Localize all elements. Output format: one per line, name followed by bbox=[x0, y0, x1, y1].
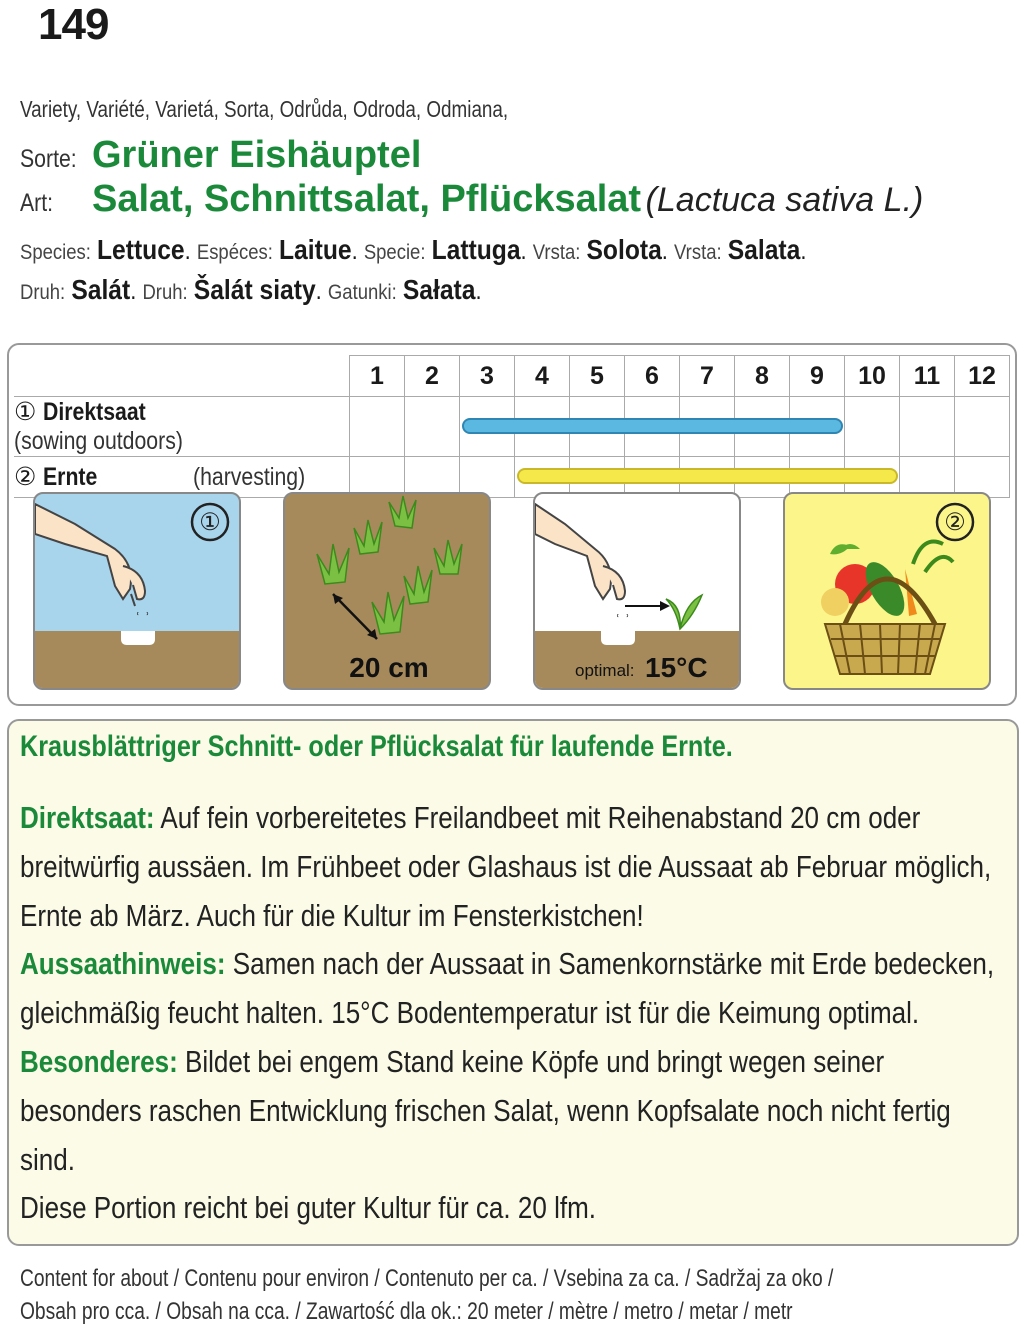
species-value: Solota bbox=[586, 234, 662, 265]
headline-text: Krausblättriger Schnitt- oder Pflücksalat für laufende Ernte. bbox=[20, 730, 733, 763]
month-header: 9 bbox=[790, 356, 845, 397]
species-label: Gatunki: bbox=[327, 281, 397, 304]
besonderes-label: Besonderes: bbox=[20, 1043, 178, 1079]
month-header: 3 bbox=[460, 356, 515, 397]
step-number: ① bbox=[199, 509, 221, 536]
row-label-direktsaat bbox=[14, 397, 350, 457]
direktsaat-text: Auf fein vorbereitetes Freilandbeet mit Reihenabstand 20 cm oder breitwürfig aussäen. Im Frühbeet oder Glashaus ist die Aussaat ab Februar möglich, Ernte ab März. Auch für die Kultur im Fensterkistchen! bbox=[20, 800, 992, 933]
hinweis-label: Aussaathinweis: bbox=[20, 946, 226, 982]
species-value: Lattuga bbox=[431, 234, 521, 265]
besonderes-text: Bildet bei engem Stand keine Köpfe und bringt wegen seiner besonders raschen Entwicklung frischen Salat, wenn Kopfsalate noch nicht fertig sind. bbox=[20, 1043, 951, 1177]
harvest-pictogram bbox=[783, 492, 991, 690]
species-line-2: Druh: Salát. Druh: Šalát siaty. Gatunki: Sałata. bbox=[20, 274, 482, 305]
month-header: 6 bbox=[625, 356, 680, 397]
sowing-hand-icon bbox=[35, 494, 241, 690]
species-value: Salata bbox=[727, 234, 801, 265]
month-header: 12 bbox=[955, 356, 1010, 397]
optimal-label: optimal: bbox=[575, 661, 635, 680]
month-header: 7 bbox=[680, 356, 735, 397]
variety-label: Variety, Variété, Varietá, Sorta, Odrůda, Odroda, Odmiana, bbox=[20, 96, 509, 122]
species-label: Species: bbox=[20, 241, 91, 264]
month-header: 2 bbox=[405, 356, 460, 397]
species-value: Laitue bbox=[279, 234, 352, 265]
info-headline bbox=[20, 730, 1010, 764]
germination-icon bbox=[535, 494, 741, 690]
soil-temperature-label: 15°C bbox=[645, 652, 708, 683]
month-header: 4 bbox=[515, 356, 570, 397]
species-label: Specie: bbox=[363, 241, 426, 264]
footer-line-1: Content for about / Contenu pour environ / Contenuto per ca. / Vsebina za ca. / Sadržaj za oko / bbox=[20, 1265, 834, 1292]
sorte-row bbox=[20, 134, 421, 177]
direktsaat-label: Direktsaat: bbox=[20, 800, 155, 835]
row-spacing-label: 20 cm bbox=[349, 652, 429, 683]
month-header: 5 bbox=[570, 356, 625, 397]
row-spacing-icon bbox=[285, 494, 491, 690]
sorte-label: Sorte: bbox=[20, 145, 77, 173]
species-value: Salát bbox=[71, 274, 131, 305]
species-value: Šalát siaty bbox=[193, 274, 316, 305]
row-name: Direktsaat bbox=[43, 398, 147, 426]
month-header: 8 bbox=[735, 356, 790, 397]
germination-pictogram bbox=[533, 492, 741, 690]
svg-text:ʿ ʾ: ʿ ʾ bbox=[615, 613, 631, 630]
species-line-1: Species: Lettuce. Espéces: Laitue. Specie: Lattuga. Vrsta: Solota. Vrsta: Salata. bbox=[20, 234, 807, 265]
month-header: 11 bbox=[900, 356, 955, 397]
spacing-pictogram bbox=[283, 492, 491, 690]
art-label: Art: bbox=[20, 189, 54, 217]
species-label: Druh: bbox=[20, 281, 66, 304]
row-name: Ernte bbox=[43, 463, 98, 491]
species-label: Vrsta: bbox=[532, 241, 581, 264]
art-name: Salat, Schnittsalat, Pflücksalat bbox=[92, 178, 642, 220]
species-value: Sałata bbox=[402, 274, 476, 305]
portion-text: Diese Portion reicht bei guter Kultur für ca. 20 lfm. bbox=[20, 1190, 597, 1226]
harvest-basket-icon bbox=[785, 494, 991, 690]
step-marker: ① bbox=[14, 398, 37, 426]
hinweis-text: Samen nach der Aussaat in Samenkornstärke mit Erde bedecken, gleichmäßig feucht halten. 15°C Bodentemperatur ist für die Keimung optimal. bbox=[20, 946, 995, 1031]
info-paragraph bbox=[20, 794, 1011, 1233]
species-label: Druh: bbox=[142, 281, 188, 304]
harvest-period-bar bbox=[517, 468, 898, 484]
row-note: (sowing outdoors) bbox=[14, 427, 183, 455]
sowing-period-bar bbox=[462, 418, 843, 434]
latin-name: (Lactuca sativa L.) bbox=[645, 181, 924, 219]
species-value: Lettuce bbox=[97, 234, 185, 265]
sowing-pictogram bbox=[33, 492, 241, 690]
footer-line-2: Obsah pro cca. / Obsah na cca. / Zawartość dla ok.: 20 meter / mètre / metro / metar / metr bbox=[20, 1298, 793, 1325]
info-body bbox=[20, 794, 1010, 1233]
packet-number: 149 bbox=[38, 0, 109, 49]
art-row bbox=[20, 178, 923, 221]
step-marker: ② bbox=[14, 463, 37, 491]
month-header: 10 bbox=[845, 356, 900, 397]
step-number: ② bbox=[944, 509, 966, 536]
svg-text:ʿ ʾ: ʿ ʾ bbox=[135, 611, 151, 628]
species-label: Vrsta: bbox=[674, 241, 722, 264]
row-note: (harvesting) bbox=[193, 463, 306, 491]
species-label: Espéces: bbox=[196, 241, 273, 264]
month-header: 1 bbox=[350, 356, 405, 397]
calendar-corner bbox=[14, 356, 350, 397]
variety-name: Grüner Eishäuptel bbox=[92, 134, 422, 176]
